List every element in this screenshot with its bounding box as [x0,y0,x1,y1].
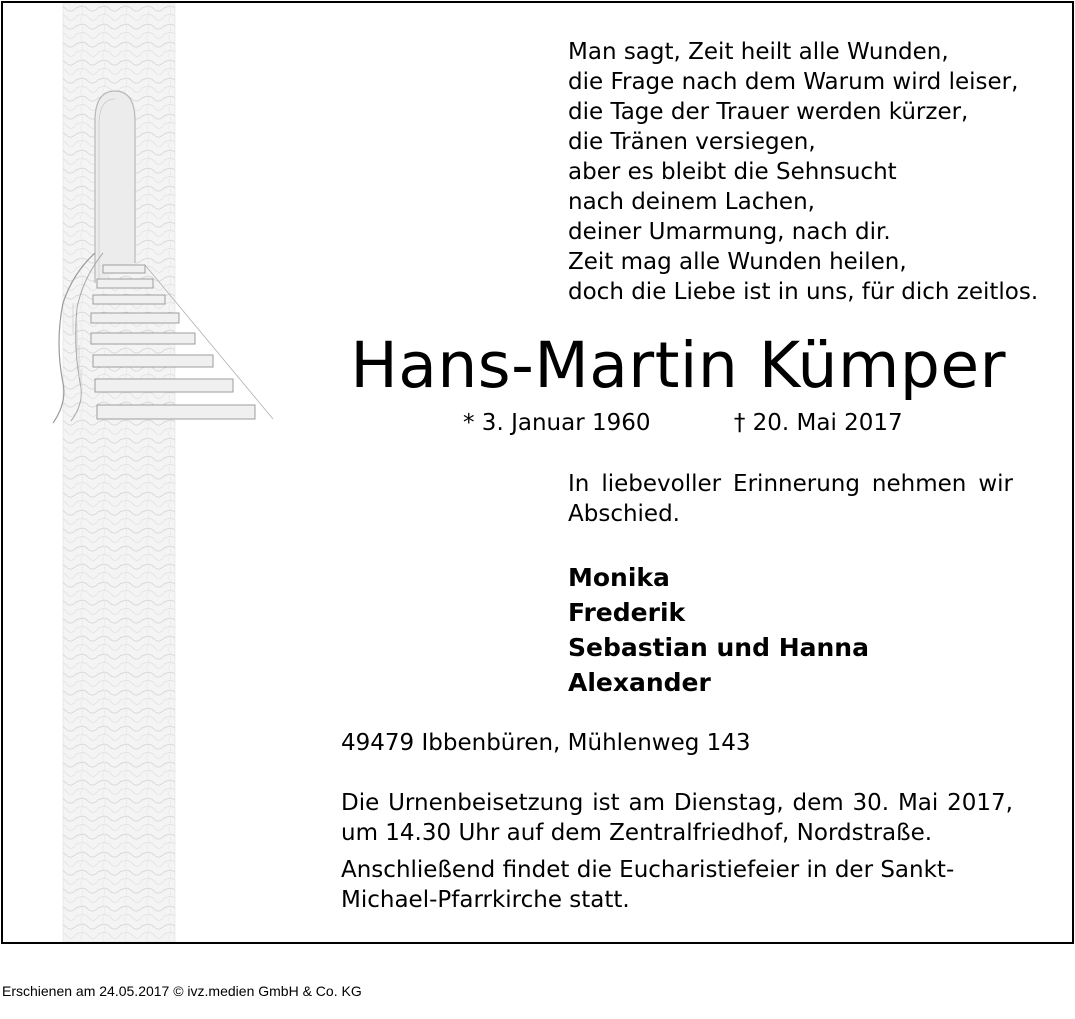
obituary-frame [1,1,1074,944]
life-dates [463,407,903,439]
family-member: Alexander [568,668,711,697]
remembrance-text: In liebevoller Erinnerung nehmen wir Abschied. [568,471,1013,527]
poem-line: Man sagt, Zeit heilt alle Wunden, [568,39,949,65]
deceased-name: Hans-Martin Kümper [350,329,1006,402]
service-notice: Anschließend findet die Eucharistiefeier in der Sankt-Michael-Pfarrkirche statt. [341,857,955,913]
address: 49479 Ibbenbüren, Mühlenweg 143 [341,730,751,756]
poem-line: die Frage nach dem Warum wird leiser, [568,69,1019,95]
birth-date: * 3. Januar 1960 [463,410,651,436]
poem-line: nach deinem Lachen, [568,189,815,215]
family-member: Frederik [568,598,686,627]
family-member: Monika [568,563,670,592]
burial-notice: Die Urnenbeisetzung ist am Dienstag, dem 30. Mai 2017, um 14.30 Uhr auf dem Zentralfriedhof, Nordstraße. [341,790,1013,846]
poem [568,37,1038,307]
poem-line: deiner Umarmung, nach dir. [568,219,891,245]
poem-line: aber es bleibt die Sehnsucht [568,159,897,185]
poem-line: die Tränen versiegen, [568,129,816,155]
poem-line: Zeit mag alle Wunden heilen, [568,249,907,275]
publication-footer: Erschienen am 24.05.2017 © ivz.medien GmbH & Co. KG [2,983,362,999]
staircase-illustration [33,3,293,942]
family-list [568,560,869,700]
poem-line: die Tage der Trauer werden kürzer, [568,99,969,125]
poem-line: doch die Liebe ist in uns, für dich zeitlos. [568,279,1039,305]
family-member: Sebastian und Hanna [568,633,869,662]
death-date: † 20. Mai 2017 [733,410,903,436]
